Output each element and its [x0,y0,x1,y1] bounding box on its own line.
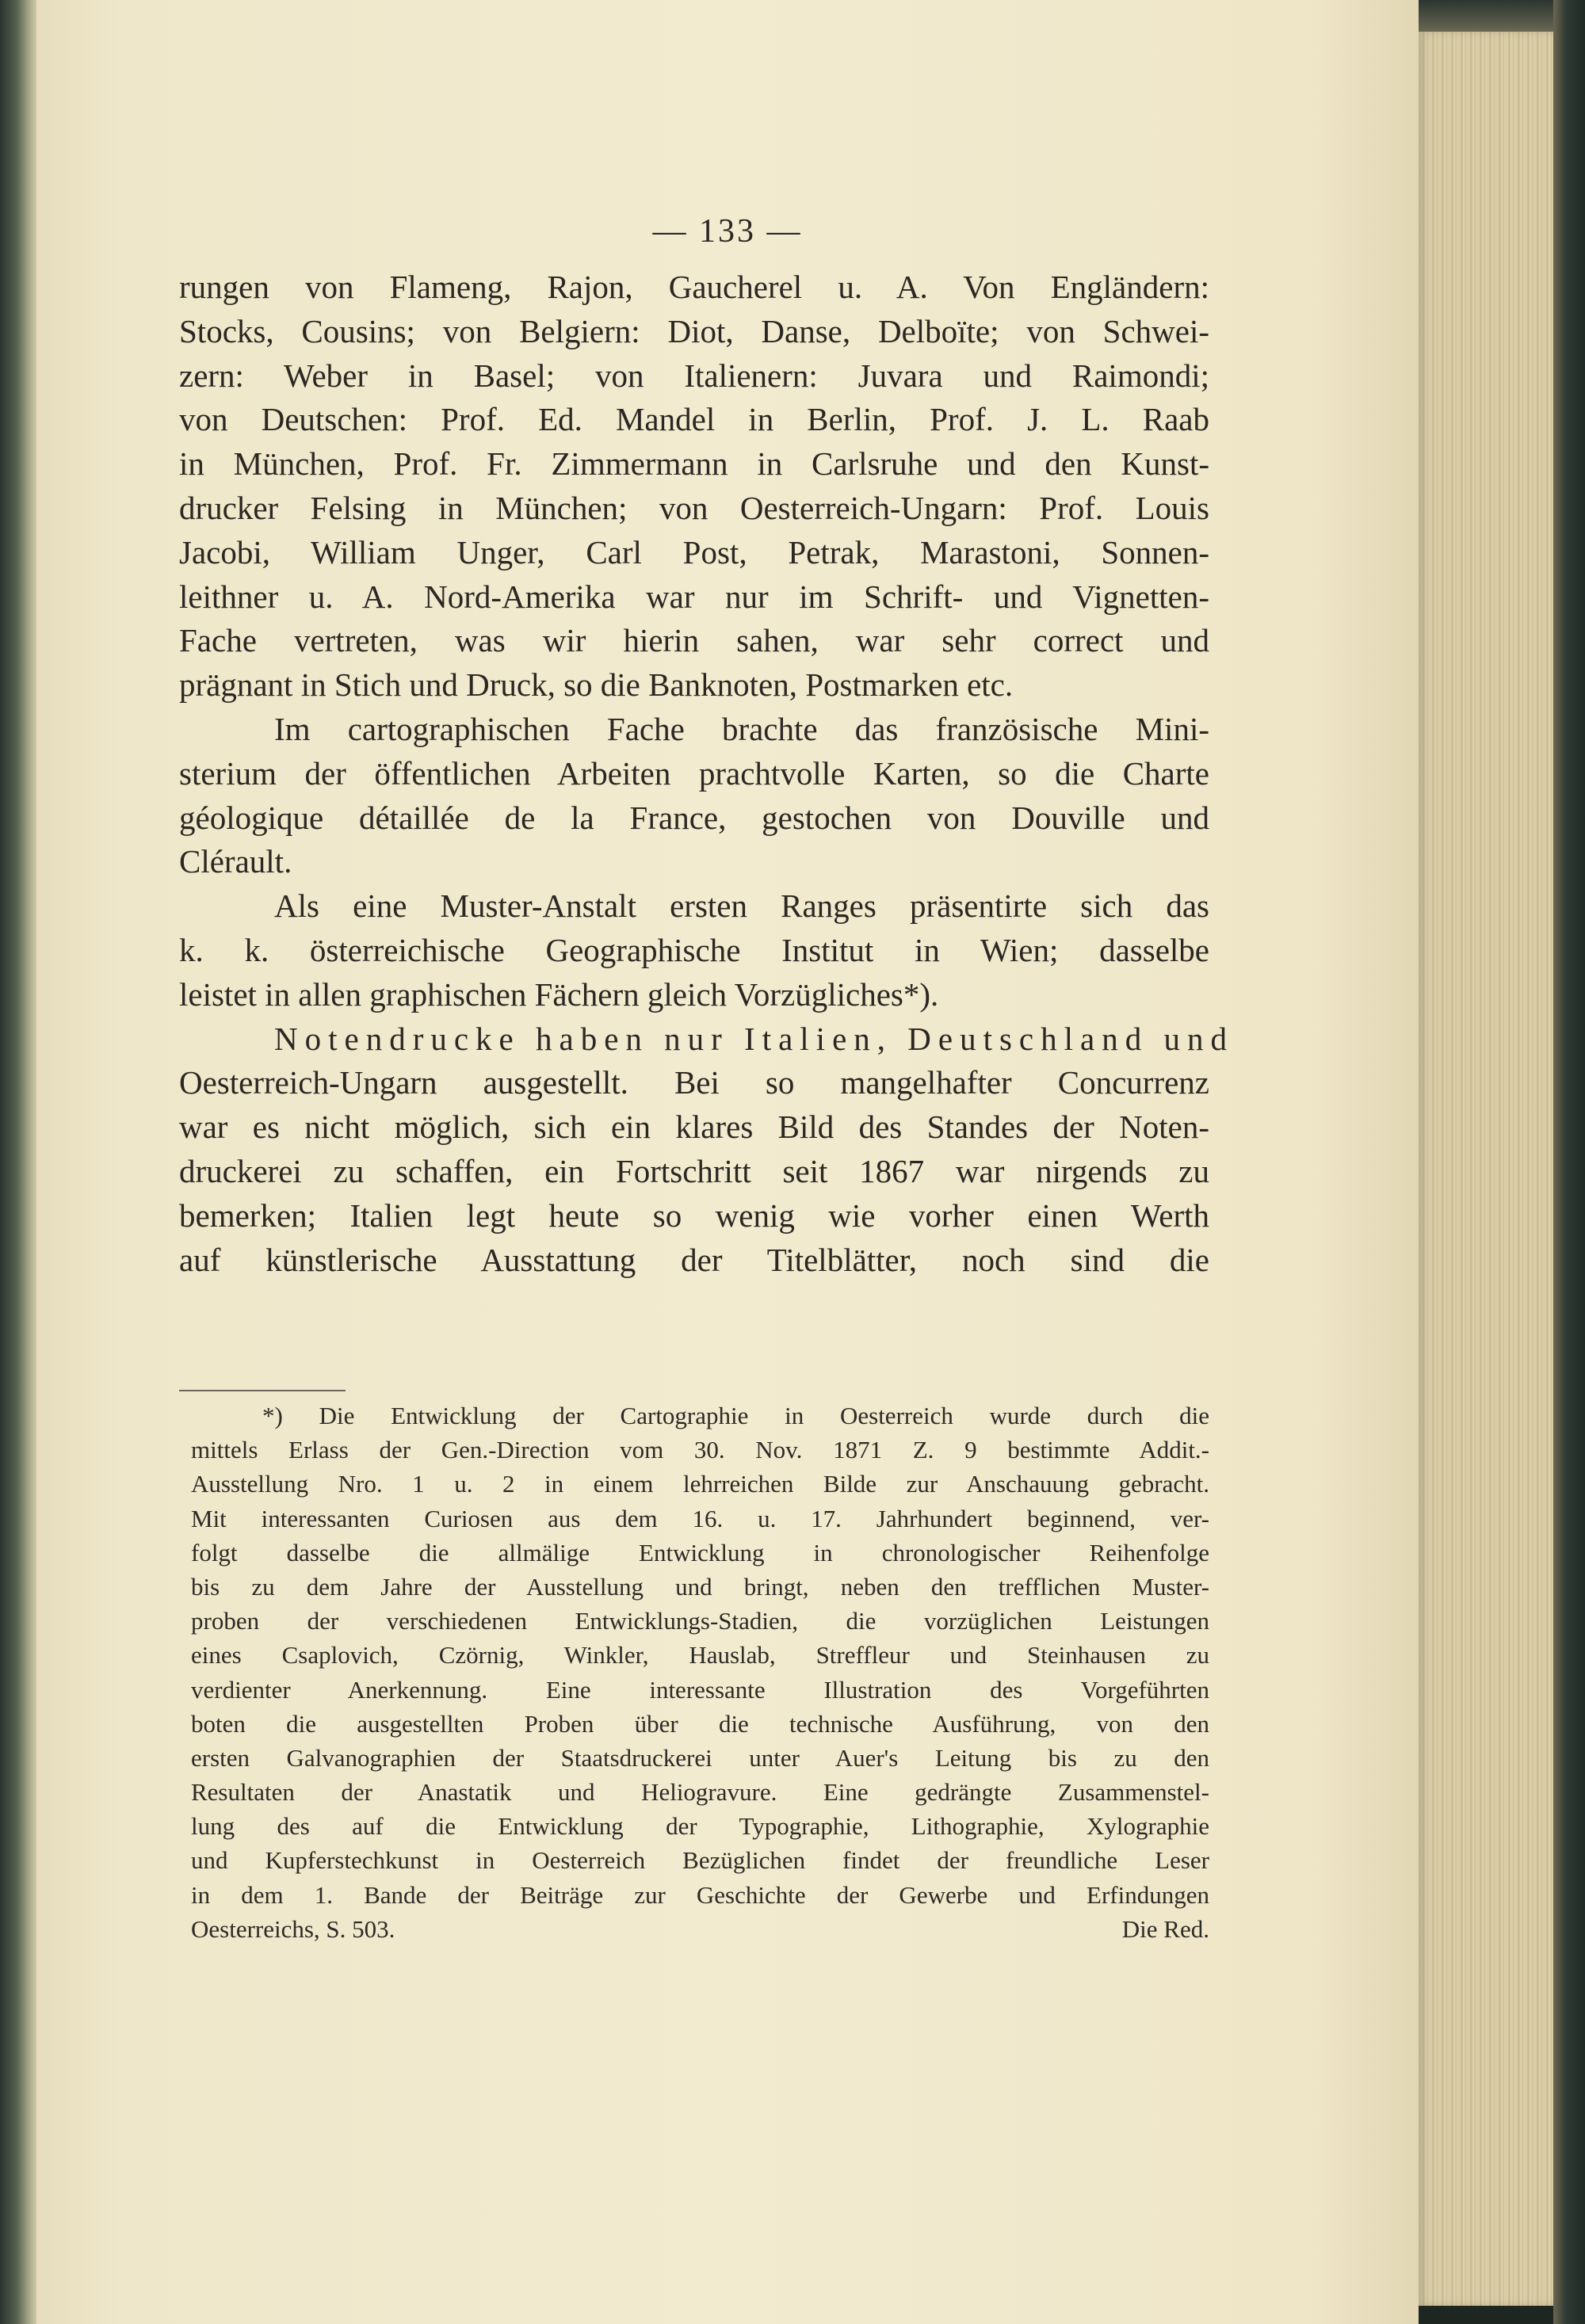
text-line: prägnant in Stich und Druck, so die Banknoten, Postmarken etc. [179,666,1014,704]
text-line: in München, Prof. Fr. Zimmermann in Carlsruhe und den Kunst- [179,445,1209,483]
text-line: leistet in allen graphischen Fächern gleich Vorzügliches*). [179,975,939,1013]
text-line: leithner u. A. Nord-Amerika war nur im Schrift- und Vignetten- [179,578,1209,615]
footnote-line: in dem 1. Bande der Beiträge zur Geschichte der Gewerbe und Erfindungen [191,1880,1209,1909]
footnote-line: lung des auf die Entwicklung der Typographie, Lithographie, Xylographie [191,1812,1209,1841]
footnote-reference: Oesterreichs, S. 503. [191,1914,395,1943]
footnote-signature: Die Red. [1121,1914,1209,1943]
paragraph-start: Im cartographischen Fache brachte das französische Mini- [274,710,1209,747]
book-cover-edge [1553,0,1585,2324]
footnote-line: mittels Erlass der Gen.-Direction vom 30. Nov. 1871 Z. 9 bestimmte Addit.- [191,1436,1209,1464]
text-line: von Deutschen: Prof. Ed. Mandel in Berlin, Prof. J. L. Raab [179,401,1209,438]
footnote-rule [179,1390,346,1391]
footnote-line: Resultaten der Anastatik und Heliogravure. Eine gedrängte Zusammenstel- [191,1778,1209,1807]
text-line: auf künstlerische Ausstattung der Titelblätter, noch sind die [179,1241,1209,1278]
footnote-line: verdienter Anerkennung. Eine interessante Illustration des Vorgeführten [191,1675,1209,1704]
text-line: Jacobi, William Unger, Carl Post, Petrak, Marastoni, Sonnen- [179,533,1209,571]
text-line: bemerken; Italien legt heute so wenig wie vorher einen Werth [179,1196,1209,1234]
text-line: k. k. österreichische Geographische Institut in Wien; dasselbe [179,931,1209,968]
text-line: druckerei zu schaffen, ein Fortschritt seit 1867 war nirgends zu [179,1152,1209,1189]
footnote-line: Ausstellung Nro. 1 u. 2 in einem lehrreichen Bilde zur Anschauung gebracht. [191,1470,1209,1498]
footnote-line: ersten Galvanographien der Staatsdruckerei unter Auer's Leitung bis zu den [191,1743,1209,1772]
footnote-line: eines Csaplovich, Czörnig, Winkler, Hauslab, Streffleur und Steinhausen zu [191,1641,1209,1670]
text-line: Stocks, Cousins; von Belgiern: Diot, Danse, Delboïte; von Schwei- [179,312,1209,349]
text-line: Clérault. [179,843,292,880]
text-line: drucker Felsing in München; von Oesterreich-Ungarn: Prof. Louis [179,489,1209,526]
footnote-last-line [191,1912,1209,1946]
paragraph-start [179,1017,1234,1062]
paragraph-start: Als eine Muster-Anstalt ersten Ranges präsentirte sich das [274,887,1209,925]
main-text [179,265,1234,1282]
text-line: sterium der öffentlichen Arbeiten prachtvolle Karten, so die Charte [179,754,1209,792]
footnote-line: boten die ausgestellten Proben über die technische Ausführung, von den [191,1709,1209,1738]
page-number: — 133 — [652,213,803,250]
book-spine-shadow [0,0,36,2324]
text-line: Oesterreich-Ungarn ausgestellt. Bei so mangelhafter Concurrenz [179,1064,1209,1101]
footnote-line: folgt dasselbe die allmälige Entwicklung in chronologischer Reihenfolge [191,1538,1209,1567]
footnote-line: und Kupferstechkunst in Oesterreich Bezüglichen findet der freundliche Leser [191,1846,1209,1875]
text-line: zern: Weber in Basel; von Italienern: Juvara und Raimondi; [179,357,1209,394]
text-line: géologique détaillée de la France, gestochen von Douville und [179,799,1209,836]
footnote [191,1399,1209,1946]
spaced-term: Notendrucke haben nur Italien, Deutschland und [274,1020,1234,1057]
text-line: rungen von Flameng, Rajon, Gaucherel u. A. Von Engländern: [179,269,1209,305]
footnote-line: Mit interessanten Curiosen aus dem 16. u. 17. Jahrhundert beginnend, ver- [191,1504,1209,1532]
page-edges [1419,32,1553,2306]
text-line: war es nicht möglich, sich ein klares Bild des Standes der Noten- [179,1109,1209,1146]
text-line: Fache vertreten, was wir hierin sahen, war sehr correct und [179,622,1209,659]
footnote-line: *) Die Entwicklung der Cartographie in Oesterreich wurde durch die [262,1402,1209,1429]
footnote-line: bis zu dem Jahre der Ausstellung und bringt, neben den trefflichen Muster- [191,1572,1209,1601]
footnote-line: proben der verschiedenen Entwicklungs-Stadien, die vorzüglichen Leistungen [191,1607,1209,1635]
book-page [36,0,1419,2324]
